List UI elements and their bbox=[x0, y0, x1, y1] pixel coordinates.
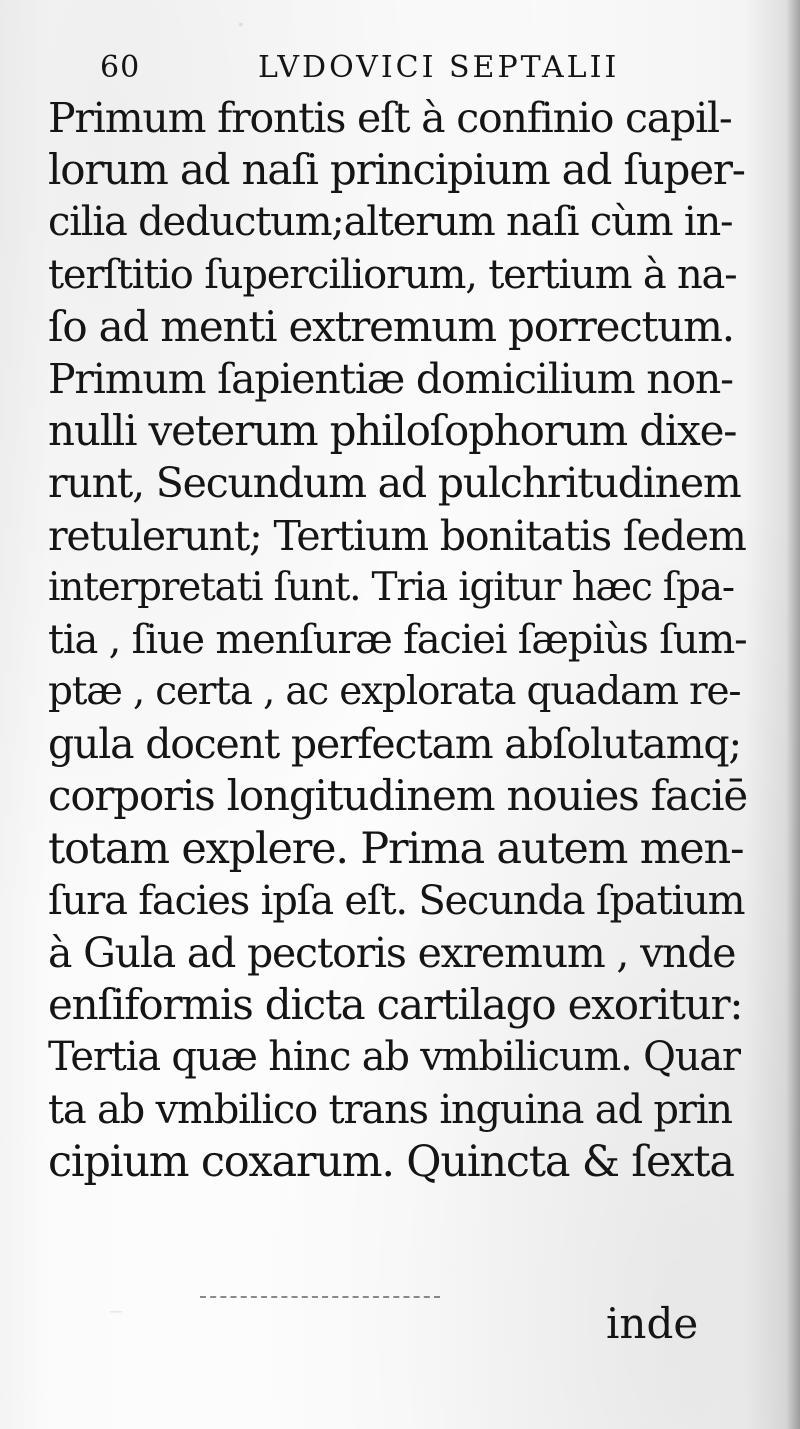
catchword: inde bbox=[606, 1299, 699, 1348]
text-line: ptæ , certa , ac explorata quadam re- bbox=[48, 669, 741, 715]
text-line: Primum frontis eſt à confinio capil- bbox=[48, 94, 732, 142]
text-line: Primum ſapientiæ domicilium non- bbox=[48, 354, 733, 403]
text-line: lorum ad naſi principium ad ſuper- bbox=[48, 145, 745, 195]
running-head: LVDOVICI SEPTALII bbox=[258, 50, 620, 85]
text-line: cipium coxarum. Quincta & ſexta bbox=[48, 1136, 734, 1187]
text-line: ſura facies ipſa eſt. Secunda ſpatium bbox=[48, 877, 745, 924]
footer-rule bbox=[200, 1296, 440, 1298]
text-line: nulli veterum philoſophorum dixe- bbox=[48, 406, 737, 456]
text-line: ta ab vmbilico trans inguina ad prin bbox=[48, 1086, 732, 1133]
text-line: terſtitio ſuperciliorum, tertium à na- bbox=[48, 251, 737, 298]
text-line: runt, Secundum ad pulchritudinem bbox=[48, 459, 741, 508]
text-line: retulerunt; Tertium bonitatis ſedem bbox=[48, 511, 746, 560]
text-line: Tertia quæ hinc ab vmbilicum. Quar bbox=[48, 1034, 740, 1081]
text-line: ſo ad menti extremum porrectum. bbox=[48, 301, 734, 351]
bleed-through-mark: ⁻ bbox=[108, 1300, 124, 1335]
bleed-through-mark: · bbox=[236, 8, 246, 43]
text-line: corporis longitudinem nouies faciē bbox=[48, 771, 748, 821]
text-line: à Gula ad pectoris exremum , vnde bbox=[48, 929, 736, 977]
body-text bbox=[48, 92, 748, 1188]
text-line: cilia deductum;alterum naſi cùm in- bbox=[48, 199, 733, 246]
text-line: gula docent perfectam abſolutamq; bbox=[48, 720, 741, 769]
text-line: tia , ſiue menſuræ faciei ſæpiùs ſum- bbox=[48, 616, 747, 663]
text-line: interpretati ſunt. Tria igitur hæc ſpa- bbox=[48, 564, 734, 610]
page-number: 60 bbox=[100, 50, 141, 85]
page-header bbox=[100, 48, 620, 92]
text-line: enſiformis dicta cartilago exoritur: bbox=[48, 980, 743, 1030]
text-line: totam explere. Prima autem men- bbox=[48, 823, 744, 874]
page-edge-shadow bbox=[786, 0, 800, 1429]
